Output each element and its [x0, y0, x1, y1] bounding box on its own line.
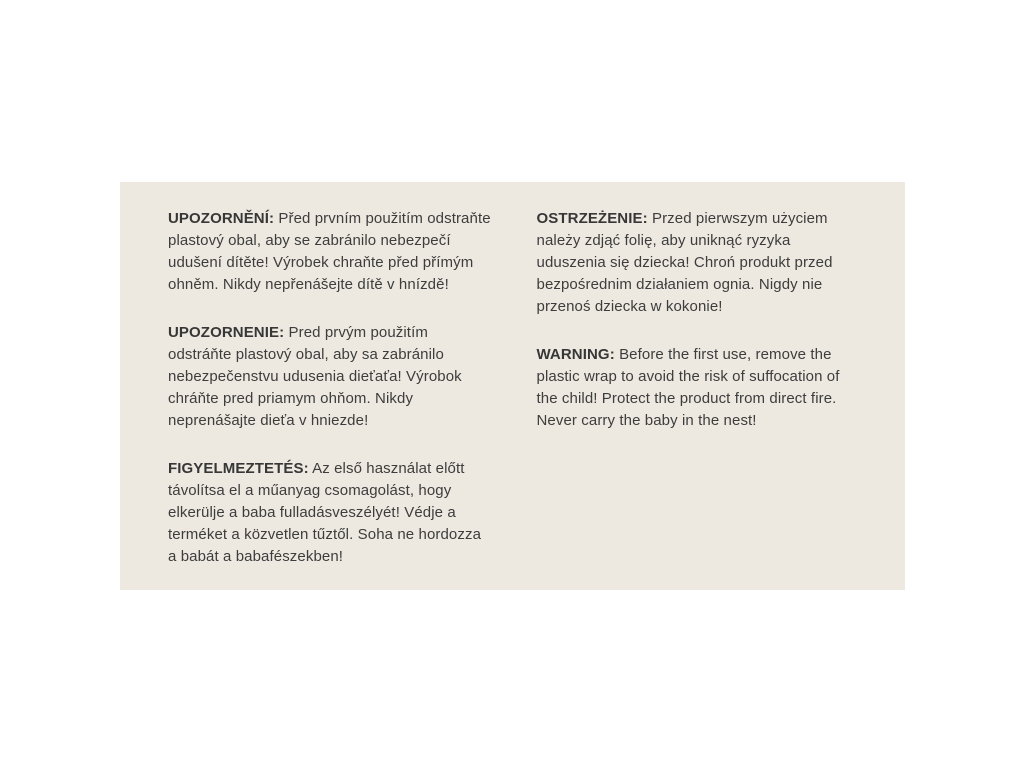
- warning-column-right: [537, 208, 862, 594]
- warning-label-slovak: UPOZORNENIE:: [168, 324, 285, 341]
- warning-text-slovak: Pred prvým použitím odstráňte plastový obal, aby sa zabránilo nebezpečenstvu udusenia dieťaťa! Výrobok chráňte pred priamym ohňom. Nikdy neprenášajte dieťa v hniezde!: [168, 324, 462, 429]
- warning-text-hungarian: Az első használat előtt távolítsa el a műanyag csomagolást, hogy elkerülje a baba fulladásveszélyét! Védje a terméket a közvetlen tűztől. Soha ne hordozza a babát a babafészekben!: [168, 460, 482, 565]
- warning-paragraph-czech: [168, 208, 493, 296]
- warning-label-english: WARNING:: [536, 346, 615, 363]
- warning-label-hungarian: FIGYELMEZTETÉS:: [168, 460, 309, 477]
- warning-paragraph-hungarian: [168, 458, 493, 568]
- warning-panel: [120, 182, 905, 590]
- warning-column-left: [168, 208, 493, 594]
- warning-text-czech: Před prvním použitím odstraňte plastový obal, aby se zabránilo nebezpečí udušení dítěte! Výrobek chraňte před přímým ohněm. Nikdy nepřenášejte dítě v hnízdě!: [168, 210, 491, 293]
- warning-text-english: Before the first use, remove the plastic wrap to avoid the risk of suffocation of the child! Protect the product from direct fire. Never carry the baby in the nest!: [536, 346, 840, 429]
- warning-paragraph-polish: [537, 208, 862, 318]
- warning-paragraph-slovak: [168, 322, 493, 432]
- warning-paragraph-english: [537, 344, 862, 432]
- warning-text-polish: Przed pierwszym użyciem należy zdjąć folię, aby uniknąć ryzyka uduszenia się dziecka! Chroń produkt przed bezpośrednim działaniem ognia. Nigdy nie przenoś dziecka w kokonie!: [536, 210, 833, 315]
- warning-label-czech: UPOZORNĚNÍ:: [168, 210, 275, 227]
- warning-columns: [120, 182, 905, 594]
- warning-label-polish: OSTRZEŻENIE:: [536, 210, 648, 227]
